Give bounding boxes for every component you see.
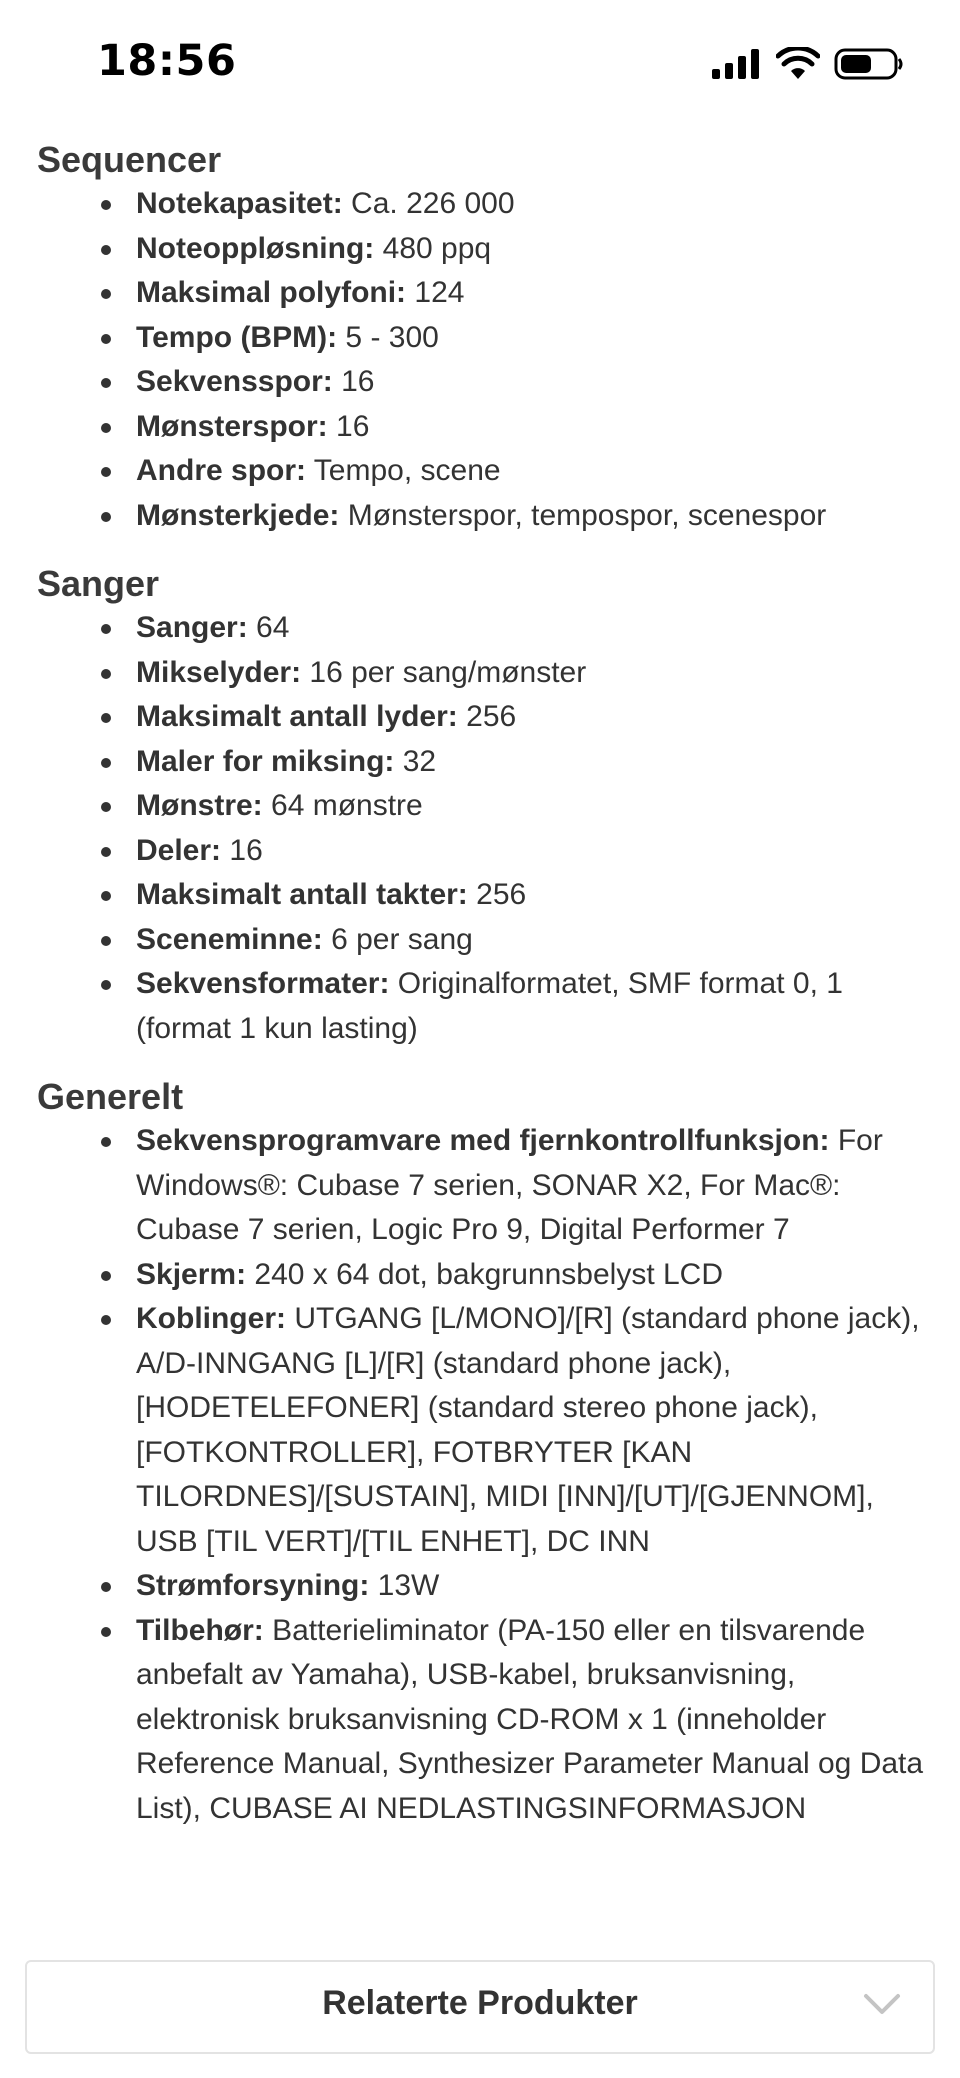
spec-value: UTGANG [L/MONO]/[R] (standard phone jack), A/D-INNGANG [L]/[R] (standard phone jack), [HODETELEFONER] (standard stereo phone jack), [FOTKONTROLLER], FOTBRYTER [KAN TILORDNES]/[SUSTAIN], MIDI [INN]/[UT]/[GJENNOM], USB [TIL VERT]/[TIL ENHET], DC INN — [136, 1302, 920, 1558]
spec-value: Tempo, scene — [306, 454, 501, 487]
spec-value: For Windows®: Cubase 7 serien, SONAR X2, For Mac®: Cubase 7 serien, Logic Pro 9, Digital Performer 7 — [136, 1124, 883, 1246]
spec-key: Tilbehør: — [136, 1613, 264, 1647]
spec-item — [37, 494, 927, 539]
spec-item — [37, 651, 927, 696]
spec-item — [37, 740, 927, 785]
bullet-icon — [101, 669, 111, 679]
battery-icon — [834, 47, 904, 81]
spec-value: 13W — [369, 1569, 440, 1602]
bullet-icon — [101, 512, 111, 522]
status-bar — [0, 0, 960, 126]
spec-key: Deler: — [136, 833, 222, 867]
spec-item — [37, 449, 927, 494]
bullet-icon — [101, 1315, 111, 1325]
spec-key: Andre spor: — [136, 454, 307, 487]
spec-list — [37, 606, 927, 1051]
spec-item — [37, 918, 927, 963]
spec-value: 124 — [406, 276, 465, 309]
related-products-accordion[interactable] — [25, 1960, 935, 2054]
spec-value: 64 mønstre — [262, 789, 423, 822]
spec-item — [37, 1564, 927, 1609]
spec-value: Batterieliminator (PA-150 eller en tilsvarende anbefalt av Yamaha), USB-kabel, bruksanvisning, elektronisk bruksanvisning CD-ROM x 1 (inneholder Reference Manual, Synthesizer Parameter Manual og Data List), CUBASE AI NEDLASTINGSINFORMASJON — [136, 1613, 924, 1825]
spec-item — [37, 182, 927, 227]
bullet-icon — [101, 467, 111, 477]
spec-value: Originalformatet, SMF format 0, 1 (format 1 kun lasting) — [136, 967, 843, 1045]
bullet-icon — [101, 1137, 111, 1147]
spec-item — [37, 1253, 927, 1298]
spec-item — [37, 829, 927, 874]
spec-list — [37, 182, 927, 538]
spec-value: 16 per sang/mønster — [301, 655, 587, 689]
section-title: Sequencer — [37, 139, 222, 180]
spec-value: 240 x 64 dot, bakgrunnsbelyst LCD — [246, 1257, 724, 1291]
bullet-icon — [101, 334, 111, 344]
spec-key: Maksimalt antall lyder: — [136, 700, 458, 733]
bullet-icon — [101, 802, 111, 812]
section-generelt — [37, 1075, 927, 1831]
spec-key: Sekvensprogramvare med fjernkontrollfunksjon: — [136, 1124, 830, 1157]
spec-value: Ca. 226 000 — [342, 187, 515, 220]
bullet-icon — [101, 245, 111, 255]
status-time: 18:56 — [97, 36, 237, 86]
section-title: Generelt — [37, 1076, 184, 1117]
spec-value: 16 — [221, 833, 263, 867]
chevron-down-icon[interactable] — [863, 1992, 901, 2018]
spec-value: 6 per sang — [322, 922, 473, 956]
spec-item — [37, 1297, 927, 1564]
spec-key: Mønsterkjede: — [136, 498, 340, 532]
spec-item — [37, 405, 927, 450]
spec-key: Maksimal polyfoni: — [136, 276, 407, 309]
bullet-icon — [101, 378, 111, 388]
bullet-icon — [101, 1627, 111, 1637]
spec-key: Mønstre: — [136, 789, 263, 822]
spec-key: Mønsterspor: — [136, 409, 328, 443]
spec-key: Sceneminne: — [136, 922, 323, 956]
spec-key: Mikselyder: — [136, 655, 302, 689]
bullet-icon — [101, 1582, 111, 1592]
bullet-icon — [101, 1271, 111, 1281]
spec-item — [37, 962, 927, 1051]
spec-item — [37, 360, 927, 405]
spec-key: Sekvensformater: — [136, 967, 390, 1000]
spec-key: Maler for miksing: — [136, 744, 395, 778]
spec-item — [37, 695, 927, 740]
spec-list — [37, 1119, 927, 1831]
spec-key: Notekapasitet: — [136, 187, 343, 220]
spec-item — [37, 271, 927, 316]
section-title: Sanger — [37, 563, 160, 604]
spec-key: Tempo (BPM): — [136, 320, 338, 354]
bullet-icon — [101, 980, 111, 990]
spec-item — [37, 784, 927, 829]
section-sequencer — [37, 138, 927, 538]
spec-key: Sanger: — [136, 611, 248, 644]
spec-item — [37, 1119, 927, 1253]
spec-key: Koblinger: — [136, 1302, 286, 1335]
bullet-icon — [101, 289, 111, 299]
spec-value: 480 ppq — [374, 231, 492, 265]
spec-item — [37, 227, 927, 272]
bullet-icon — [101, 713, 111, 723]
spec-value: Mønsterspor, tempospor, scenespor — [339, 498, 827, 532]
section-sanger — [37, 562, 927, 1051]
spec-key: Strømforsyning: — [136, 1569, 370, 1602]
bullet-icon — [101, 936, 111, 946]
spec-value: 16 — [332, 365, 375, 398]
spec-content — [37, 138, 927, 1855]
spec-item — [37, 316, 927, 361]
spec-key: Maksimalt antall takter: — [136, 878, 468, 911]
spec-value: 64 — [247, 611, 290, 644]
spec-key: Sekvensspor: — [136, 365, 333, 398]
bullet-icon — [101, 847, 111, 857]
spec-value: 5 - 300 — [337, 320, 439, 354]
spec-value: 256 — [467, 878, 527, 911]
wifi-icon — [776, 47, 820, 81]
status-icons — [712, 46, 904, 82]
bullet-icon — [101, 891, 111, 901]
spec-key: Noteoppløsning: — [136, 231, 375, 265]
signal-icon — [712, 49, 762, 79]
bullet-icon — [101, 624, 111, 634]
spec-item — [37, 873, 927, 918]
spec-item — [37, 1609, 927, 1832]
spec-value: 32 — [394, 744, 437, 778]
spec-value: 16 — [327, 409, 370, 443]
bullet-icon — [101, 423, 111, 433]
spec-key: Skjerm: — [136, 1257, 247, 1291]
spec-item — [37, 606, 927, 651]
related-products-title: Relaterte Produkter — [322, 1984, 638, 2022]
bullet-icon — [101, 758, 111, 768]
bullet-icon — [101, 200, 111, 210]
spec-value: 256 — [457, 700, 517, 733]
